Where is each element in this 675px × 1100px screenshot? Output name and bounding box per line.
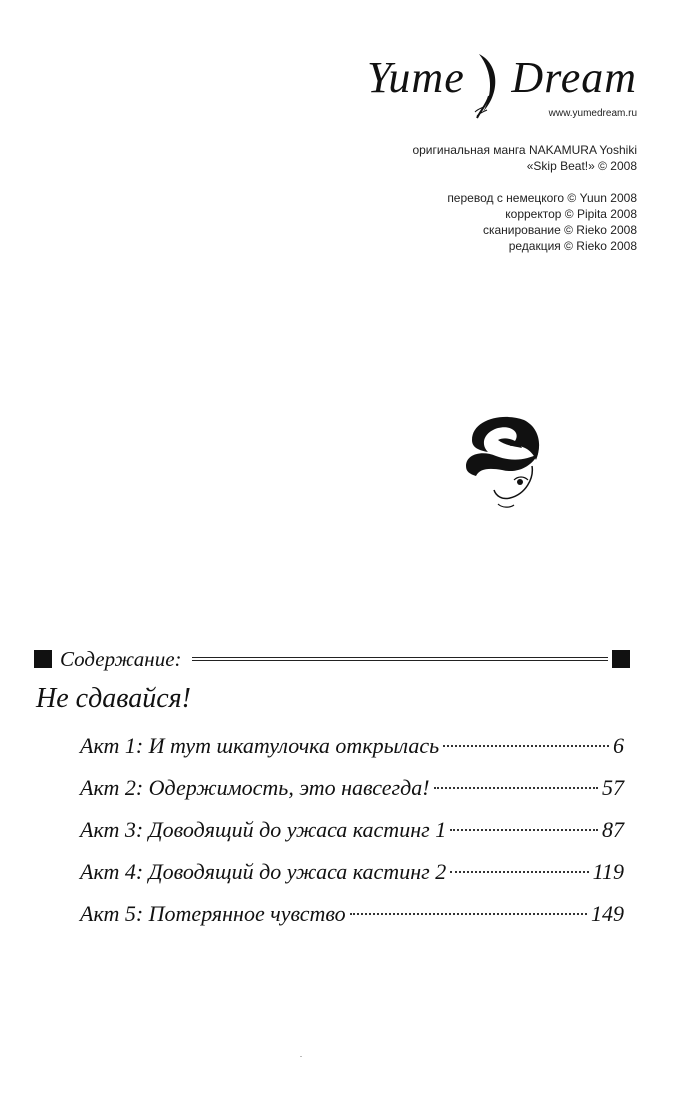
toc-page-number: 149 [591, 901, 624, 926]
toc-chapter-title: Акт 5: Потерянное чувство [80, 901, 346, 926]
toc-item-act-5[interactable] [80, 896, 624, 938]
toc-page-number: 119 [592, 859, 624, 884]
yume-dream-logo [367, 48, 637, 124]
credit-line: сканирование © Rieko 2008 [482, 223, 637, 237]
credit-line: «Skip Beat!» © 2008 [526, 159, 637, 173]
credit-line: перевод с немецкого © Yuun 2008 [447, 191, 637, 205]
credits-original [412, 142, 637, 174]
credits-team [447, 190, 637, 254]
stylized-face-emblem [462, 410, 544, 512]
dot-leader [450, 829, 598, 831]
credit-line: редакция © Rieko 2008 [508, 239, 637, 253]
crescent-feather-icon [473, 52, 503, 120]
toc-item-act-4[interactable] [80, 854, 624, 896]
toc-page-number: 6 [613, 733, 624, 758]
series-title: Не сдавайся! [36, 683, 191, 714]
toc-item-act-1[interactable] [80, 728, 624, 770]
logo-url: www.yumedream.ru [548, 108, 637, 119]
credit-line: корректор © Pipita 2008 [505, 207, 637, 221]
toc-page-number: 87 [602, 817, 624, 842]
dot-leader [434, 787, 598, 789]
toc-chapter-title: Акт 3: Доводящий до ужаса кастинг 1 [80, 817, 447, 842]
toc-header [34, 646, 630, 672]
toc-chapter-title: Акт 2: Одержимость, это навсегда! [80, 775, 430, 800]
dot-leader [450, 871, 588, 873]
credit-line: оригинальная манга NAKAMURA Yoshiki [412, 143, 637, 157]
toc-item-act-2[interactable] [80, 770, 624, 812]
toc-item-act-3[interactable] [80, 812, 624, 854]
dot-leader [443, 745, 609, 747]
black-square-icon [34, 650, 52, 668]
toc-chapter-title: Акт 4: Доводящий до ужаса кастинг 2 [80, 859, 447, 884]
dot-leader [350, 913, 587, 915]
toc-page-number: 57 [602, 775, 624, 800]
toc-chapter-title: Акт 1: И тут шкатулочка открылась [80, 733, 440, 758]
toc-list [80, 728, 624, 938]
black-square-icon [612, 650, 630, 668]
toc-label: Содержание: [60, 647, 182, 671]
logo-word-dream: Dream [511, 53, 637, 102]
double-rule-divider [192, 657, 608, 661]
scan-speck [300, 1056, 302, 1057]
logo-word-yume: Yume [367, 53, 465, 102]
